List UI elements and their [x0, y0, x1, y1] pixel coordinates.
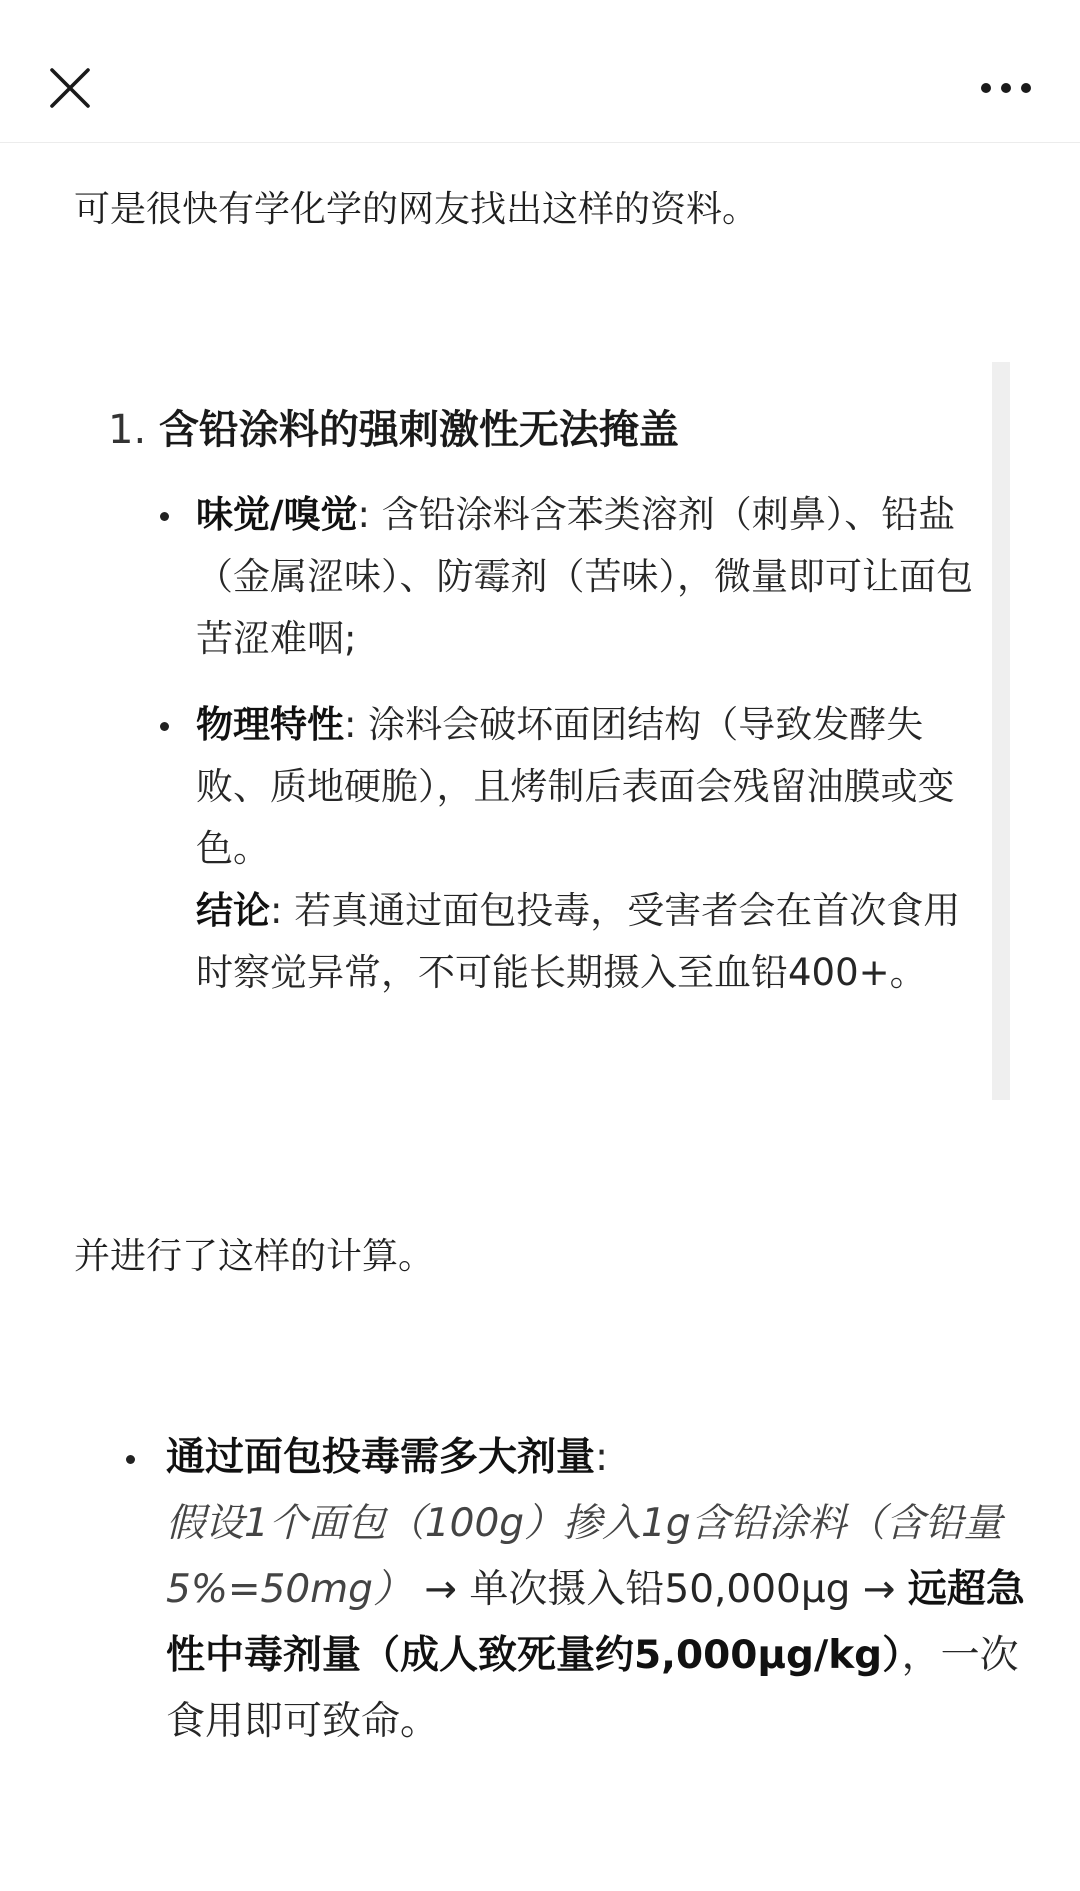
- article-paragraph: 并进行了这样的计算。: [74, 1236, 435, 1277]
- more-options-button[interactable]: [978, 70, 1034, 106]
- list-item-taste-smell: [156, 484, 976, 670]
- intake-text: 单次摄入铅50,000μg: [469, 1567, 851, 1612]
- close-icon: [46, 64, 94, 112]
- embedded-screenshot-lead-paint: [70, 362, 1010, 1100]
- top-bar: [0, 0, 1080, 143]
- close-button[interactable]: [46, 64, 94, 112]
- item-sep: :: [595, 1435, 609, 1480]
- item-text: 涂料会破坏面团结构（导致发酵失败、质地硬脆），且烤制后表面会残留油膜或变色。: [196, 703, 955, 870]
- bullet-icon: [160, 722, 169, 731]
- item-label: 味觉/嗅觉: [196, 493, 358, 536]
- heading-number: 1.: [108, 407, 147, 453]
- screenshot-heading: [108, 402, 679, 458]
- heading-text: 含铅涂料的强刺激性无法掩盖: [158, 407, 679, 453]
- conclusion-text: 若真通过面包投毒，受害者会在首次食用时察觉异常，不可能长期摄入至血铅400+。: [196, 889, 961, 994]
- item-sep: :: [357, 493, 382, 536]
- item-text: 含铅涂料含苯类溶剂（刺鼻）、铅盐（金属涩味）、防霉剂（苦味），微量即可让面包苦涩难咽;: [196, 493, 973, 660]
- tail-text: ，一次食用即可致命。: [166, 1633, 1019, 1744]
- item-label: 通过面包投毒需多大剂量: [166, 1435, 596, 1480]
- list-item-physical: [156, 694, 976, 1004]
- arrow: →: [850, 1567, 908, 1612]
- conclusion-sep: :: [270, 889, 295, 932]
- item-sep: :: [344, 703, 369, 746]
- assumption-text: 假设1个面包（100g）掺入1g含铅涂料（含铅量5%=50mg）: [166, 1501, 1003, 1612]
- list-item-dose: [126, 1425, 1026, 1755]
- embedded-screenshot-dose-calc: [70, 1415, 1025, 1855]
- screenshot-list: [156, 484, 976, 1028]
- item-label: 物理特性: [196, 703, 344, 746]
- more-horizontal-icon: [978, 70, 1034, 106]
- article-paragraph: 可是很快有学化学的网友找出这样的资料。: [74, 189, 759, 230]
- bullet-icon: [160, 512, 169, 521]
- conclusion-label: 结论: [196, 889, 270, 932]
- arrow: →: [411, 1567, 470, 1612]
- dose-emphasis: 远超急性中毒剂量（成人致死量约5,000μg/kg）: [166, 1567, 1025, 1678]
- bullet-icon: [126, 1455, 135, 1464]
- screenshot-edge: [992, 362, 1010, 1100]
